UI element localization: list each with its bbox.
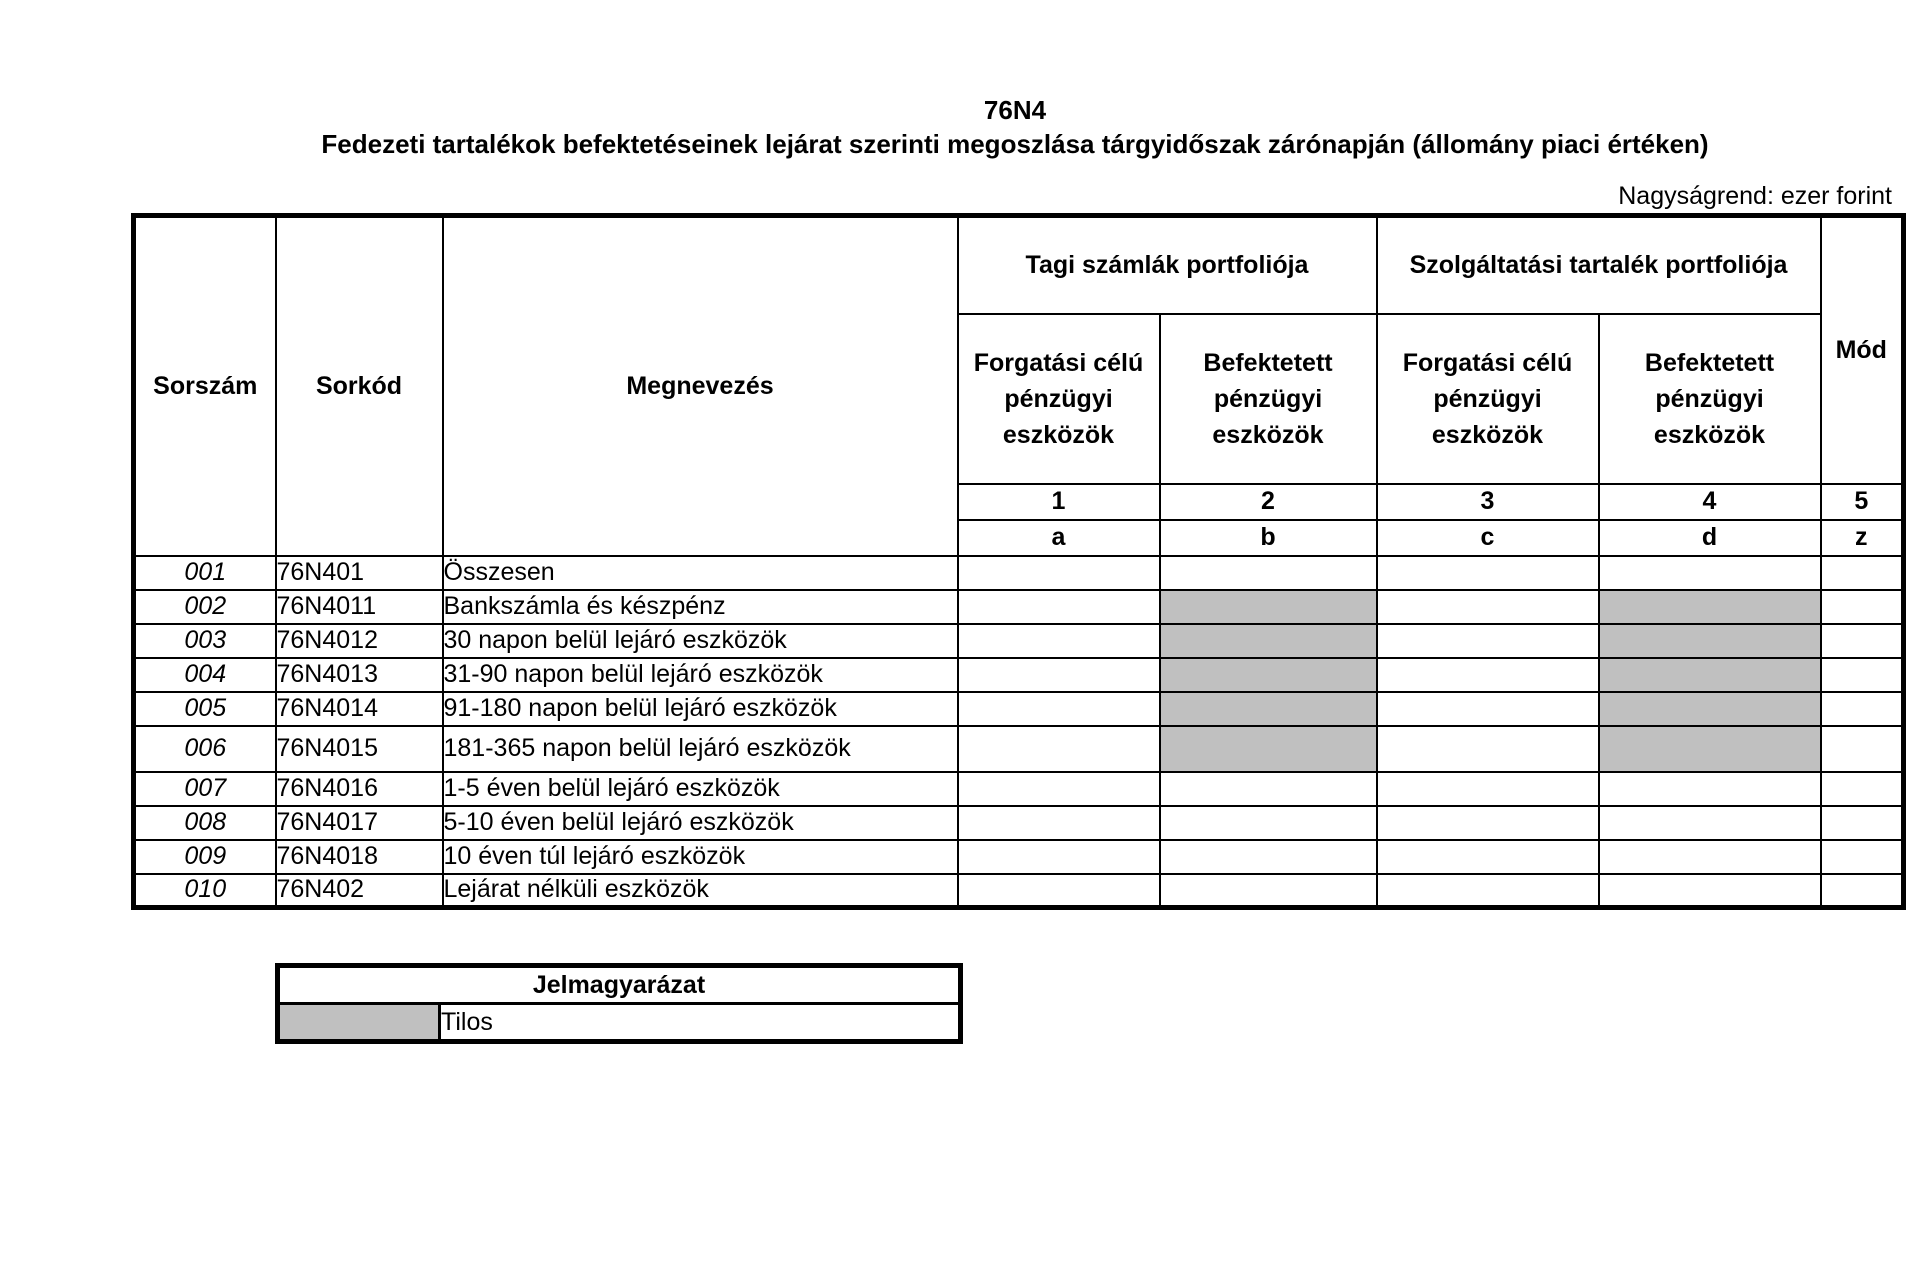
col-letter-c: c [1377,520,1599,556]
value-cell-a[interactable] [958,726,1160,772]
row-sorkod: 76N4016 [276,772,443,806]
value-cell-z[interactable] [1821,726,1904,772]
value-cell-a[interactable] [958,658,1160,692]
row-sorkod: 76N4014 [276,692,443,726]
legend-item-label: Tilos [440,1004,961,1042]
table-row [134,874,1904,908]
col-letter-z: z [1821,520,1904,556]
col-number-5: 5 [1821,484,1904,520]
value-cell-c[interactable] [1377,590,1599,624]
col-header-mod: Mód [1821,216,1904,484]
row-name: Lejárat nélküli eszközök [443,874,958,908]
row-sorkod: 76N401 [276,556,443,590]
row-name: 5-10 éven belül lejáró eszközök [443,806,958,840]
group-header-szolgaltatasi: Szolgáltatási tartalék portfoliója [1377,216,1821,314]
forbidden-cell-d [1599,692,1821,726]
row-name: 30 napon belül lejáró eszközök [443,624,958,658]
value-cell-a[interactable] [958,556,1160,590]
table-row [134,840,1904,874]
row-sorszam: 006 [134,726,276,772]
col-header-megnevezes: Megnevezés [443,216,958,556]
sub-header-2: Befektetett pénzügyi eszközök [1160,314,1377,484]
legend-grey-swatch [278,1004,440,1042]
row-name: 91-180 napon belül lejáró eszközök [443,692,958,726]
row-sorkod: 76N4011 [276,590,443,624]
row-sorszam: 002 [134,590,276,624]
col-number-2: 2 [1160,484,1377,520]
value-cell-d[interactable] [1599,874,1821,908]
col-letter-a: a [958,520,1160,556]
row-sorszam: 004 [134,658,276,692]
col-letter-b: b [1160,520,1377,556]
value-cell-a[interactable] [958,624,1160,658]
value-cell-b[interactable] [1160,772,1377,806]
value-cell-b[interactable] [1160,806,1377,840]
row-sorszam: 009 [134,840,276,874]
sub-header-1: Forgatási célú pénzügyi eszközök [958,314,1160,484]
row-sorkod: 76N402 [276,874,443,908]
row-sorkod: 76N4015 [276,726,443,772]
row-name: 10 éven túl lejáró eszközök [443,840,958,874]
value-cell-z[interactable] [1821,556,1904,590]
forbidden-cell-b [1160,692,1377,726]
value-cell-c[interactable] [1377,726,1599,772]
value-cell-b[interactable] [1160,874,1377,908]
forbidden-cell-d [1599,726,1821,772]
row-sorszam: 001 [134,556,276,590]
forbidden-cell-d [1599,624,1821,658]
value-cell-a[interactable] [958,692,1160,726]
report-table [131,213,1906,910]
legend [275,963,963,1044]
table-row [134,624,1904,658]
value-cell-c[interactable] [1377,624,1599,658]
row-sorszam: 008 [134,806,276,840]
col-header-sorszam: Sorszám [134,216,276,556]
unit-note: Nagyságrend: ezer forint [1618,182,1892,210]
group-header-tagi: Tagi számlák portfoliója [958,216,1377,314]
value-cell-b[interactable] [1160,556,1377,590]
row-sorszam: 007 [134,772,276,806]
row-name: 181-365 napon belül lejáró eszközök [443,726,958,772]
table-row [134,590,1904,624]
col-header-sorkod: Sorkód [276,216,443,556]
value-cell-z[interactable] [1821,840,1904,874]
row-sorkod: 76N4013 [276,658,443,692]
value-cell-d[interactable] [1599,840,1821,874]
row-sorkod: 76N4018 [276,840,443,874]
row-sorszam: 003 [134,624,276,658]
value-cell-a[interactable] [958,772,1160,806]
value-cell-c[interactable] [1377,658,1599,692]
row-sorszam: 010 [134,874,276,908]
report-title: Fedezeti tartalékok befektetéseinek lejárat szerinti megoszlása tárgyidőszak zárónapján (állomány piaci értéken) [321,129,1709,159]
sub-header-4: Befektetett pénzügyi eszközök [1599,314,1821,484]
value-cell-d[interactable] [1599,806,1821,840]
table-row [134,658,1904,692]
col-number-1: 1 [958,484,1160,520]
value-cell-z[interactable] [1821,624,1904,658]
forbidden-cell-d [1599,658,1821,692]
row-name: 31-90 napon belül lejáró eszközök [443,658,958,692]
row-name: Összesen [443,556,958,590]
sub-header-3: Forgatási célú pénzügyi eszközök [1377,314,1599,484]
table-row [134,772,1904,806]
row-name: Bankszámla és készpénz [443,590,958,624]
value-cell-a[interactable] [958,806,1160,840]
col-number-4: 4 [1599,484,1821,520]
value-cell-z[interactable] [1821,658,1904,692]
value-cell-b[interactable] [1160,840,1377,874]
row-sorszam: 005 [134,692,276,726]
forbidden-cell-b [1160,590,1377,624]
value-cell-c[interactable] [1377,556,1599,590]
forbidden-cell-b [1160,726,1377,772]
legend-title: Jelmagyarázat [278,966,961,1004]
value-cell-a[interactable] [958,874,1160,908]
value-cell-z[interactable] [1821,590,1904,624]
forbidden-cell-d [1599,590,1821,624]
row-sorkod: 76N4012 [276,624,443,658]
report-code: 76N4 [983,95,1047,125]
value-cell-a[interactable] [958,840,1160,874]
value-cell-a[interactable] [958,590,1160,624]
value-cell-c[interactable] [1377,806,1599,840]
row-sorkod: 76N4017 [276,806,443,840]
value-cell-z[interactable] [1821,874,1904,908]
value-cell-z[interactable] [1821,806,1904,840]
forbidden-cell-b [1160,658,1377,692]
value-cell-c[interactable] [1377,692,1599,726]
table-row [134,556,1904,590]
value-cell-z[interactable] [1821,772,1904,806]
forbidden-cell-b [1160,624,1377,658]
table-row [134,692,1904,726]
value-cell-z[interactable] [1821,692,1904,726]
value-cell-c[interactable] [1377,874,1599,908]
table-row [134,726,1904,772]
value-cell-c[interactable] [1377,772,1599,806]
col-letter-d: d [1599,520,1821,556]
value-cell-d[interactable] [1599,772,1821,806]
table-row [134,806,1904,840]
row-name: 1-5 éven belül lejáró eszközök [443,772,958,806]
value-cell-c[interactable] [1377,840,1599,874]
col-number-3: 3 [1377,484,1599,520]
value-cell-d[interactable] [1599,556,1821,590]
